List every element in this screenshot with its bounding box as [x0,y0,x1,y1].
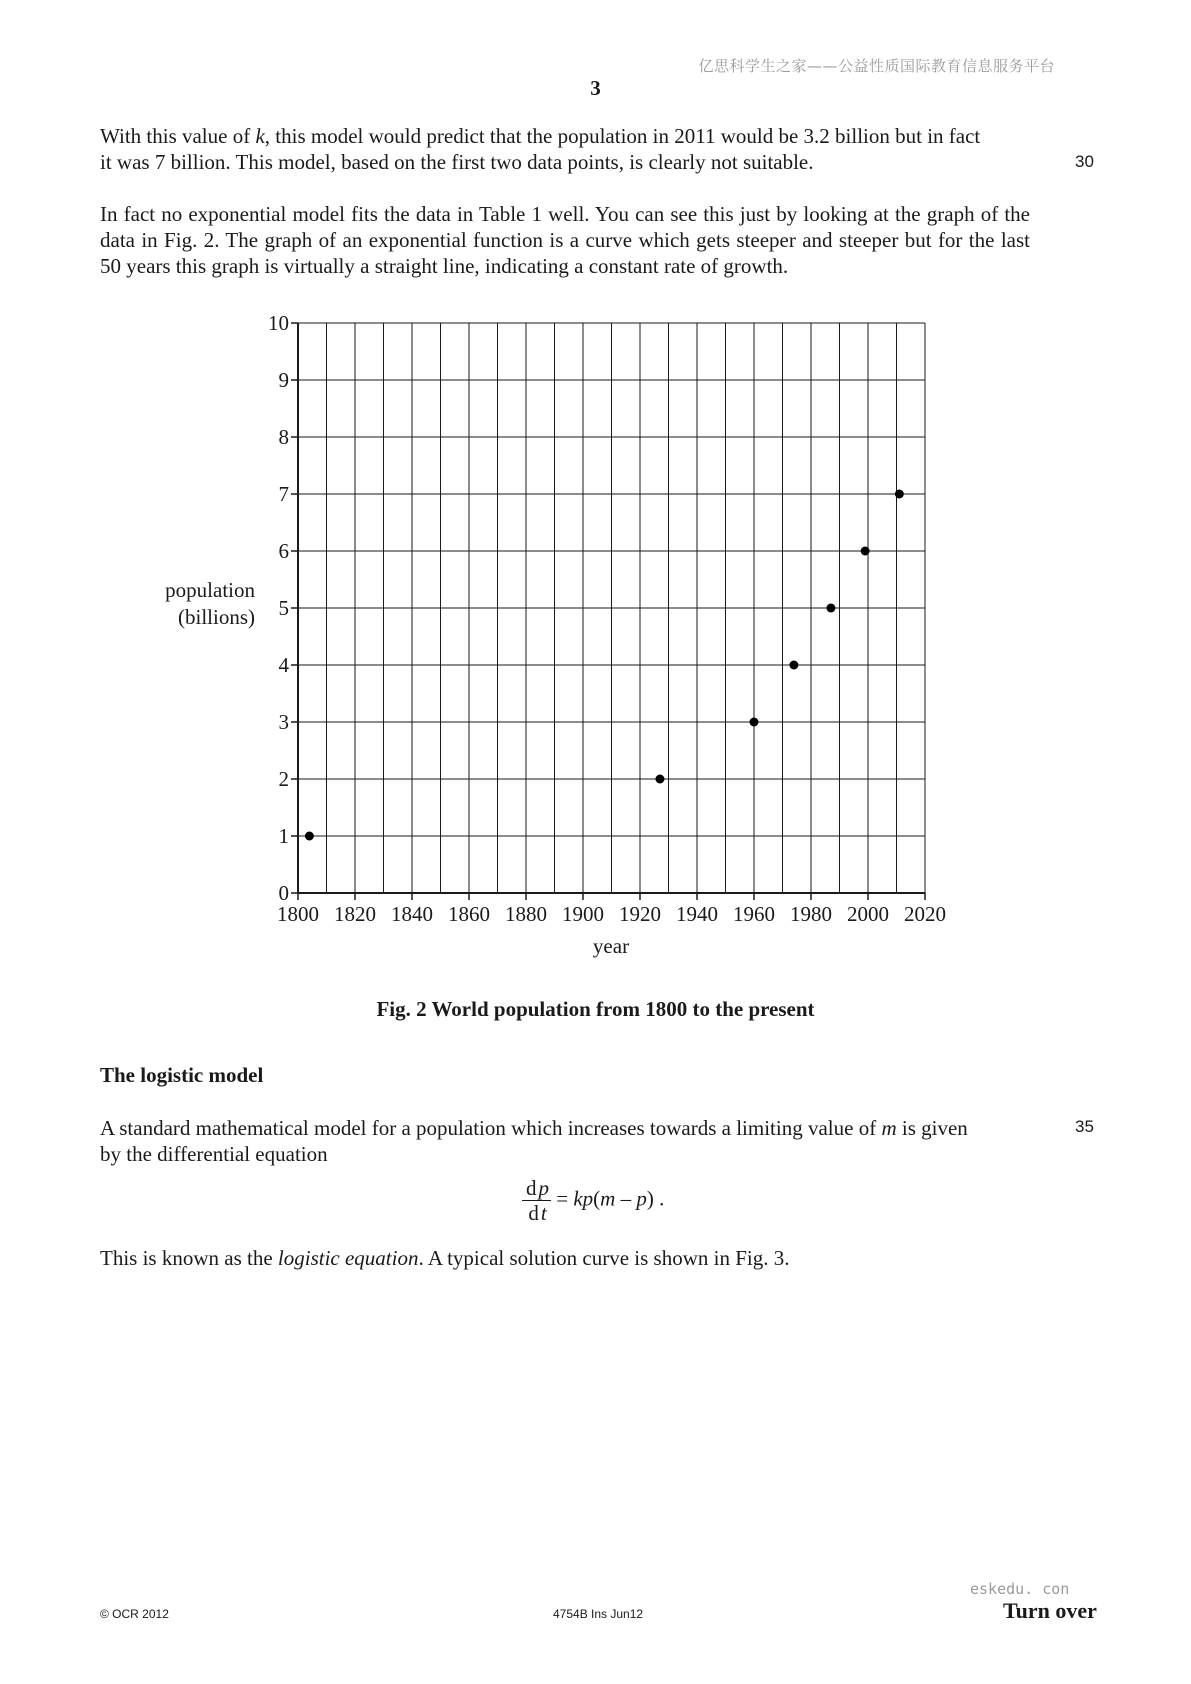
paragraph-3-line-1 [100,1115,1030,1141]
text-run: d [526,1176,537,1200]
y-tick-label: 3 [278,710,289,734]
variable-p: p [636,1186,647,1211]
y-tick-label: 2 [278,767,289,791]
x-tick-label: 1820 [334,902,376,926]
line-number-30: 30 [1075,152,1094,171]
x-tick-label: 1840 [391,902,433,926]
variable-m: m [600,1186,616,1211]
y-tick-label: 9 [278,368,289,392]
x-tick-label: 1920 [619,902,661,926]
x-tick-label: 1860 [448,902,490,926]
text-run: . A typical solution curve is shown in Fig. 3. [418,1246,790,1270]
dp-dt-fraction [522,1176,551,1225]
footer-paper-code: 4754B Ins Jun12 [553,1607,644,1621]
y-tick-label: 10 [268,311,289,335]
logistic-equation [522,1176,664,1225]
text-run: This is known as the [100,1246,278,1270]
data-point [861,547,870,556]
x-tick-label: 1800 [277,902,319,926]
paragraph-3 [100,1115,1030,1167]
data-point [895,490,904,499]
variable-t: t [540,1201,547,1225]
paragraph-1-line-2: it was 7 billion. This model, based on the first two data points, is clearly not suitable. [100,150,814,174]
variable-k: k [255,124,265,148]
variable-p: p [538,1176,549,1200]
line-number-35: 35 [1075,1117,1094,1136]
text-run: With this value of [100,124,256,148]
variable-kp: kp [573,1186,594,1211]
y-axis-label-line-2: (billions) [178,605,255,629]
y-tick-label: 4 [278,653,289,677]
x-tick-label: 1960 [733,902,775,926]
x-axis-label: year [592,934,630,958]
paragraph-4 [100,1245,1030,1271]
emphasis-logistic-equation: logistic equation [277,1246,419,1270]
y-tick-label: 0 [278,881,289,905]
watermark-text: 亿思科学生之家——公益性质国际教育信息服务平台 [698,57,1055,75]
x-tick-label: 1900 [562,902,604,926]
turn-over-label: Turn over [1003,1598,1097,1623]
x-tick-label: 2000 [847,902,889,926]
data-point [750,718,759,727]
data-point [826,604,835,613]
paragraph-4-text [100,1245,1030,1271]
x-tick-label: 1980 [790,902,832,926]
footer-brand: eskedu. con [970,1580,1070,1598]
x-tick-label: 1880 [505,902,547,926]
variable-m: m [881,1116,897,1140]
x-tick-label: 2020 [904,902,946,926]
text-run: A standard mathematical model for a population which increases towards a limiting value of [100,1116,882,1140]
y-tick-label: 5 [278,596,289,620]
paragraph-2-text: In fact no exponential model fits the data in Table 1 well. You can see this just by looking at the graph of the data in Fig. 2. The graph of an exponential function is a curve which gets steeper and steeper but for the last 50 years this graph is virtually a straight line, indicating a constant rate of growth. [100,202,1030,278]
y-tick-label: 8 [278,425,289,449]
y-tick-label: 1 [278,824,289,848]
data-point [655,775,664,784]
data-point [789,661,798,670]
data-point [305,832,314,841]
minus-sign: – [615,1186,637,1211]
chart-tick-labels [268,311,946,926]
x-tick-label: 1940 [676,902,718,926]
page-number: 3 [590,76,601,100]
equals-sign: = [551,1186,574,1211]
footer-copyright: © OCR 2012 [100,1607,169,1621]
fraction-numerator [522,1176,551,1201]
text-run: ( [593,1186,601,1211]
paragraph-3-line-2: by the differential equation [100,1142,328,1166]
figure-caption: Fig. 2 World population from 1800 to the present [376,997,815,1021]
fraction-denominator [522,1201,551,1225]
text-run: ) . [646,1186,665,1211]
text-run: , this model would predict that the population in 2011 would be 3.2 billion but in fact [264,124,981,148]
y-tick-label: 6 [278,539,289,563]
y-axis-label-line-1: population [165,578,255,602]
text-run: is given [896,1116,968,1140]
section-heading: The logistic model [100,1063,264,1087]
y-tick-label: 7 [278,482,289,506]
text-run: d [528,1201,539,1225]
